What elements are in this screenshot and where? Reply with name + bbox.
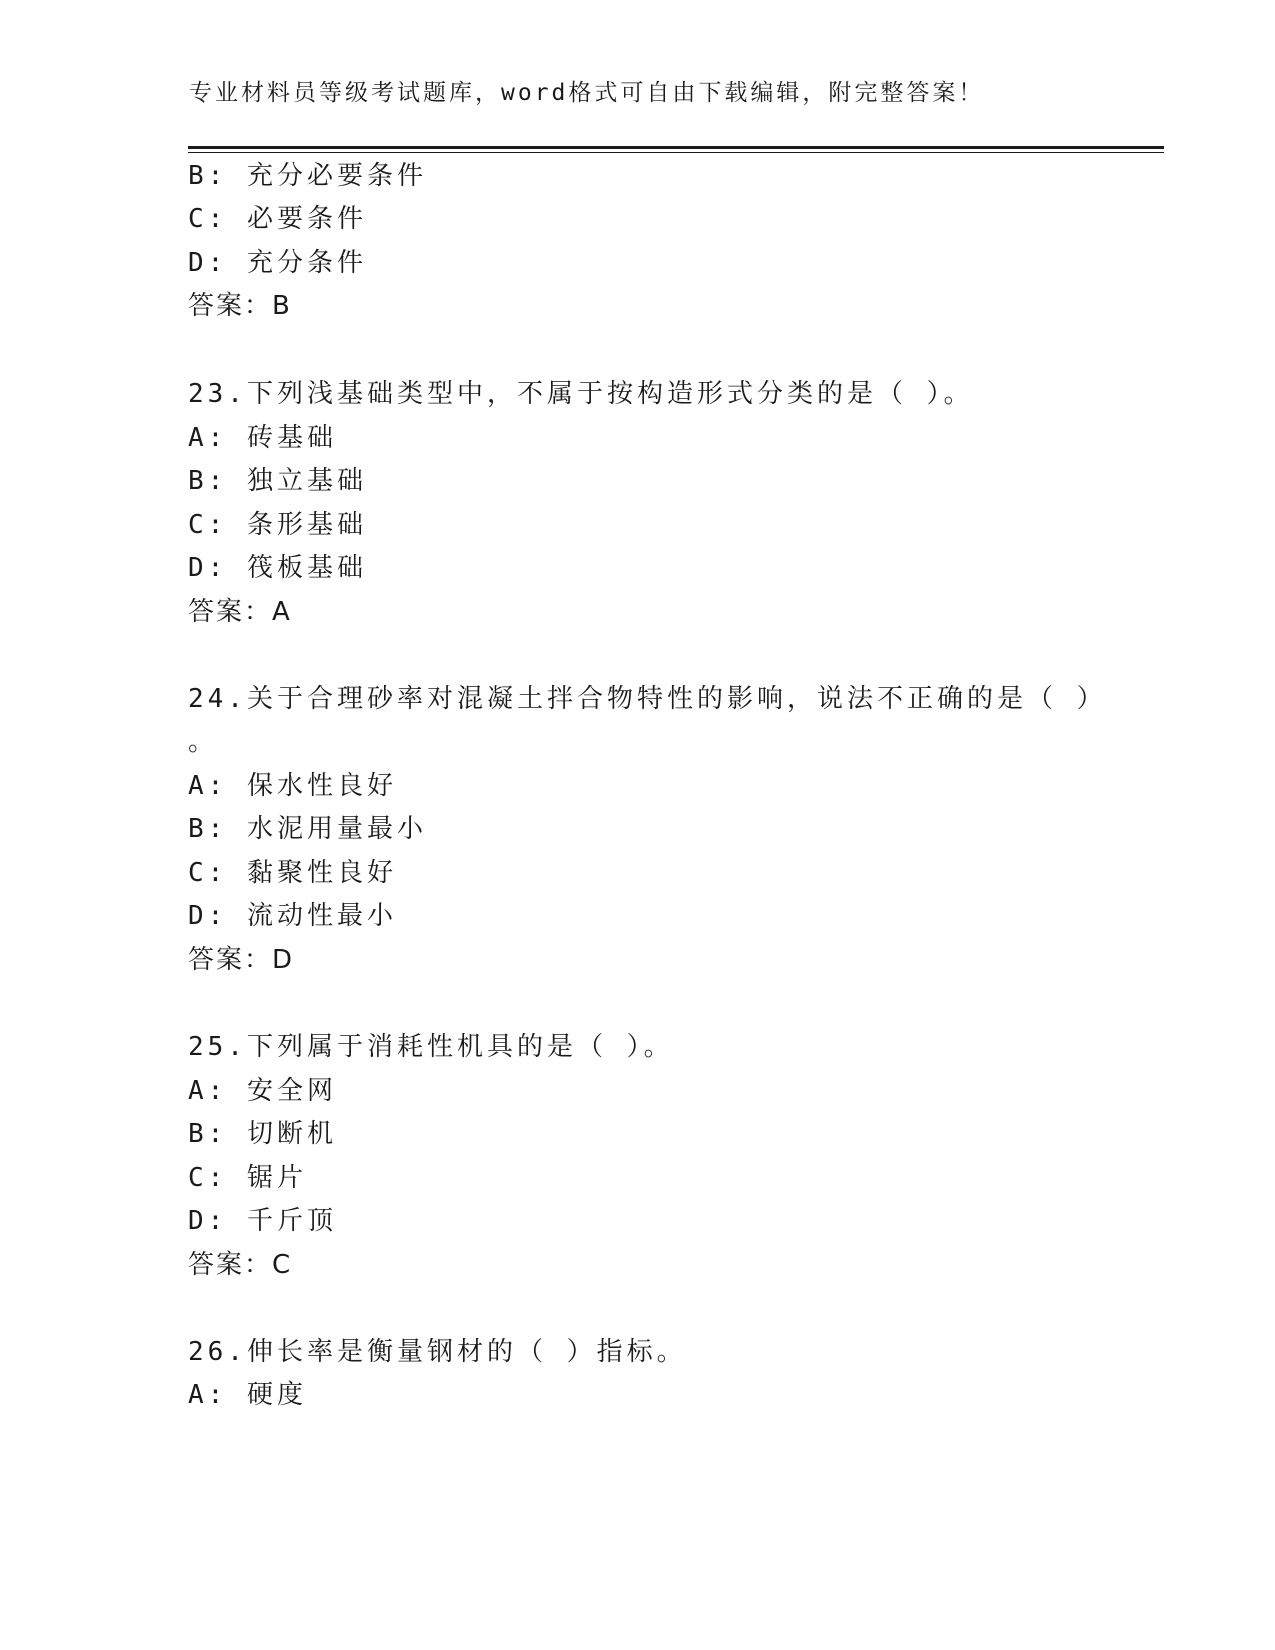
answer: 答案：B bbox=[188, 291, 292, 321]
answer: 答案：A bbox=[188, 597, 292, 627]
option-a: A: 安全网 bbox=[188, 1076, 337, 1106]
option-b: B: 独立基础 bbox=[188, 466, 367, 496]
option-b: B: 充分必要条件 bbox=[188, 161, 427, 191]
option-c: C: 条形基础 bbox=[188, 510, 367, 540]
question-stem: 23.下列浅基础类型中，不属于按构造形式分类的是（ ）。 bbox=[188, 379, 974, 409]
option-b: B: 切断机 bbox=[188, 1119, 337, 1149]
option-a: A: 保水性良好 bbox=[188, 771, 397, 801]
option-c: C: 必要条件 bbox=[188, 204, 367, 234]
option-d: D: 流动性最小 bbox=[188, 901, 397, 931]
question-stem: 26.伸长率是衡量钢材的（ ）指标。 bbox=[188, 1337, 687, 1367]
option-d: D: 充分条件 bbox=[188, 248, 367, 278]
header-rule-thick bbox=[188, 146, 1164, 149]
option-d: D: 千斤顶 bbox=[188, 1206, 337, 1236]
option-a: A: 砖基础 bbox=[188, 423, 337, 453]
option-c: C: 黏聚性良好 bbox=[188, 858, 397, 888]
option-b: B: 水泥用量最小 bbox=[188, 814, 427, 844]
answer: 答案：C bbox=[188, 1250, 293, 1280]
question-stem-continuation: 。 bbox=[188, 727, 219, 757]
header-rule-thin bbox=[188, 152, 1164, 153]
option-a: A: 硬度 bbox=[188, 1380, 307, 1410]
option-c: C: 锯片 bbox=[188, 1163, 307, 1193]
page-header: 专业材料员等级考试题库，word格式可自由下载编辑，附完整答案！ bbox=[189, 80, 985, 106]
answer: 答案：D bbox=[188, 945, 295, 975]
question-stem: 25.下列属于消耗性机具的是（ ）。 bbox=[188, 1032, 674, 1062]
option-d: D: 筏板基础 bbox=[188, 553, 367, 583]
question-stem: 24.关于合理砂率对混凝土拌合物特性的影响，说法不正确的是（ ） bbox=[188, 684, 1107, 714]
